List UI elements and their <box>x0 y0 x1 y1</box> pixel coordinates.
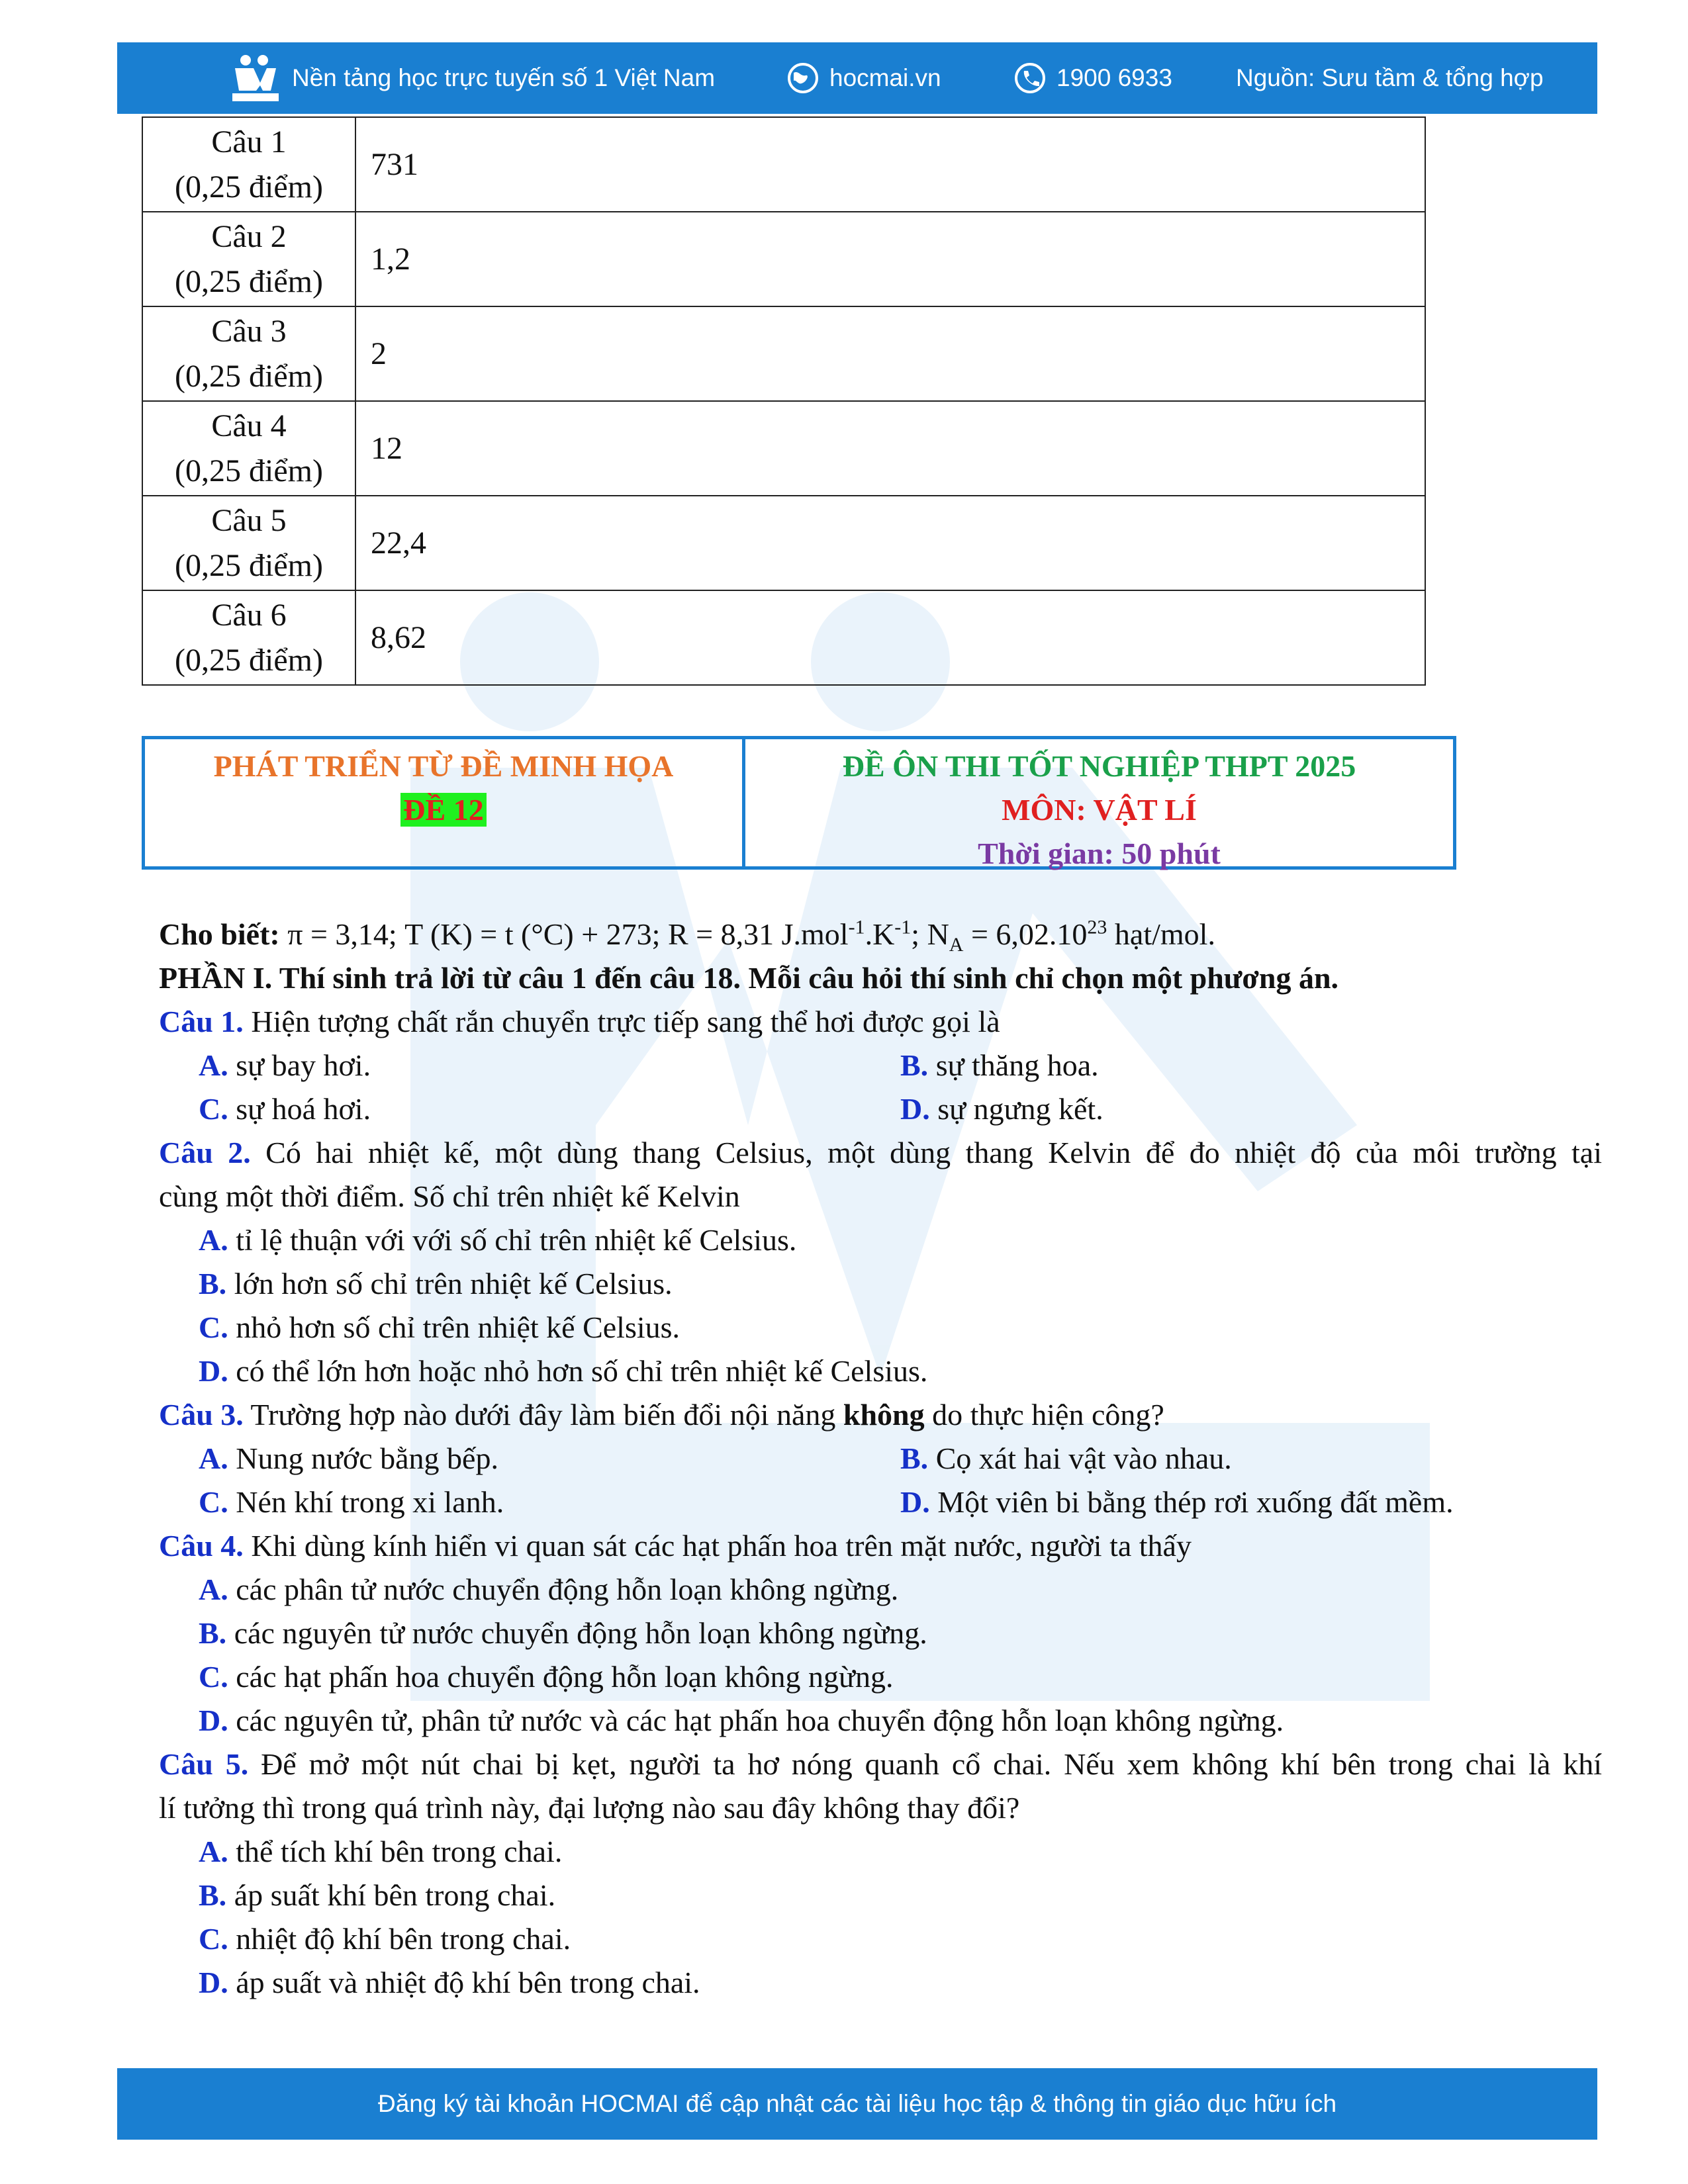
question-2-option-d[interactable] <box>199 1351 927 1391</box>
question-2-option-a[interactable] <box>199 1220 796 1260</box>
given-label: Cho biết: <box>159 917 280 951</box>
option-text: Một viên bi bằng thép rơi xuống đất mềm. <box>937 1485 1454 1519</box>
question-3-option-c[interactable] <box>199 1482 504 1522</box>
header-hotline-group[interactable] <box>1014 42 1172 114</box>
option-label: A. <box>199 1223 228 1257</box>
option-text: sự hoá hơi. <box>236 1092 371 1126</box>
option-text: thể tích khí bên trong chai. <box>236 1835 563 1868</box>
question-5-text1: Để mở một nút chai bị kẹt, người ta hơ nóng quanh cổ chai. Nếu xem không khí bên trong chai là khí <box>248 1747 1603 1781</box>
option-label: B. <box>199 1878 227 1912</box>
answer-value-cell: 1,2 <box>355 212 1425 306</box>
option-label: C. <box>199 1310 228 1344</box>
question-3-emphasis: không <box>843 1398 925 1432</box>
exam-header-left <box>145 739 745 866</box>
option-label: A. <box>199 1835 228 1868</box>
question-2-label: Câu 2. <box>159 1136 251 1169</box>
given-t2: -1 <box>848 916 865 938</box>
option-text: có thể lớn hơn hoặc nhỏ hơn số chỉ trên nhiệt kế Celsius. <box>236 1354 928 1388</box>
answer-row <box>142 117 1425 212</box>
question-5-option-b[interactable] <box>199 1876 555 1915</box>
question-5-stem-line2: lí tưởng thì trong quá trình này, đại lượng nào sau đây không thay đổi? <box>159 1791 1020 1825</box>
option-text: áp suất khí bên trong chai. <box>234 1878 556 1912</box>
option-label: A. <box>199 1441 228 1475</box>
question-5-option-d[interactable] <box>199 1963 700 2003</box>
hocmai-logo-icon <box>230 52 281 104</box>
answer-question-points: (0,25 điểm) <box>175 263 323 299</box>
header-hotline[interactable]: 1900 6933 <box>1056 64 1172 91</box>
option-label: C. <box>199 1485 228 1519</box>
answer-question-cell <box>142 401 355 496</box>
answer-question-cell <box>142 496 355 590</box>
option-label: C. <box>199 1660 228 1694</box>
answer-row <box>142 401 1425 496</box>
given-t3: .K <box>865 917 895 951</box>
answer-question-cell <box>142 590 355 685</box>
option-text: nhiệt độ khí bên trong chai. <box>236 1922 571 1956</box>
part-1-instructions: PHẦN I. Thí sinh trả lời từ câu 1 đến câu 18. Mỗi câu hỏi thí sinh chỉ chọn một phương án. <box>159 961 1339 995</box>
answer-value-cell: 22,4 <box>355 496 1425 590</box>
option-text: lớn hơn số chỉ trên nhiệt kế Celsius. <box>234 1267 673 1300</box>
answer-question-number: Câu 2 <box>211 218 287 254</box>
question-4-label: Câu 4. <box>159 1529 244 1563</box>
given-t5: ; N <box>911 917 949 951</box>
question-3-stem <box>159 1395 1164 1435</box>
header-website[interactable]: hocmai.vn <box>829 64 941 91</box>
footer-bar[interactable] <box>117 2068 1597 2140</box>
given-t8: 23 <box>1087 916 1107 938</box>
answer-row <box>142 212 1425 306</box>
option-text: áp suất và nhiệt độ khí bên trong chai. <box>236 1966 700 1999</box>
exam-source-title: PHÁT TRIỂN TỪ ĐỀ MINH HỌA <box>213 749 674 783</box>
option-text: sự thăng hoa. <box>935 1048 1099 1082</box>
answer-question-number: Câu 5 <box>211 502 287 538</box>
answer-row <box>142 496 1425 590</box>
question-3-option-b[interactable] <box>900 1439 1232 1479</box>
answer-value-cell: 731 <box>355 117 1425 212</box>
option-label: D. <box>199 1354 228 1388</box>
answer-question-points: (0,25 điểm) <box>175 358 323 394</box>
answer-row <box>142 590 1425 685</box>
answer-question-number: Câu 6 <box>211 597 287 633</box>
question-2-stem-line1 <box>159 1133 1602 1173</box>
option-text: tỉ lệ thuận với với số chỉ trên nhiệt kế Celsius. <box>236 1223 797 1257</box>
option-text: các phân tử nước chuyển động hỗn loạn không ngừng. <box>236 1572 899 1606</box>
question-4-stem <box>159 1526 1192 1566</box>
question-3-text-a: Trường hợp nào dưới đây làm biến đổi nội năng <box>243 1398 843 1432</box>
header-source <box>1236 42 1544 114</box>
option-text: nhỏ hơn số chỉ trên nhiệt kế Celsius. <box>236 1310 680 1344</box>
question-4-option-b[interactable] <box>199 1614 927 1653</box>
exam-header-right <box>745 739 1453 870</box>
exam-subject: MÔN: VẬT LÍ <box>1002 793 1197 827</box>
answer-question-points: (0,25 điểm) <box>175 642 323 678</box>
question-1-text: Hiện tượng chất rắn chuyển trực tiếp sang thể hơi được gọi là <box>243 1005 1000 1038</box>
question-1-option-a[interactable] <box>199 1046 371 1085</box>
option-label: A. <box>199 1048 228 1082</box>
answer-question-number: Câu 1 <box>211 124 287 159</box>
option-label: D. <box>900 1092 930 1126</box>
answer-question-points: (0,25 điểm) <box>175 169 323 205</box>
answer-question-points: (0,25 điểm) <box>175 547 323 583</box>
header-logo <box>230 42 715 114</box>
question-2-stem-line2: cùng một thời điểm. Số chỉ trên nhiệt kế Kelvin <box>159 1179 740 1213</box>
question-4-option-c[interactable] <box>199 1657 893 1697</box>
given-t6: A <box>949 934 964 956</box>
option-label: A. <box>199 1572 228 1606</box>
option-label: B. <box>900 1441 929 1475</box>
question-1-option-c[interactable] <box>199 1089 371 1129</box>
answer-question-number: Câu 4 <box>211 408 287 443</box>
footer-text[interactable]: Đăng ký tài khoản HOCMAI để cập nhật các tài liệu học tập & thông tin giáo dục hữu ích <box>377 2090 1337 2117</box>
header-bar <box>117 42 1597 114</box>
option-text: các nguyên tử, phân tử nước và các hạt phấn hoa chuyển động hỗn loạn không ngừng. <box>236 1704 1284 1737</box>
question-1-label: Câu 1. <box>159 1005 244 1038</box>
question-5-stem-line1 <box>159 1745 1602 1784</box>
answer-question-points: (0,25 điểm) <box>175 453 323 488</box>
answer-question-number: Câu 3 <box>211 313 287 349</box>
option-text: các nguyên tử nước chuyển động hỗn loạn không ngừng. <box>234 1616 927 1650</box>
given-t7: = 6,02.10 <box>963 917 1088 951</box>
exam-title: ĐỀ ÔN THI TỐT NGHIỆP THPT 2025 <box>842 749 1356 783</box>
answer-question-cell <box>142 117 355 212</box>
option-label: C. <box>199 1922 228 1956</box>
question-5-label: Câu 5. <box>159 1747 249 1781</box>
exam-time: Thời gian: 50 phút <box>978 837 1221 870</box>
question-1-option-b[interactable] <box>900 1046 1099 1085</box>
question-5-option-a[interactable] <box>199 1832 562 1872</box>
answer-value-cell: 2 <box>355 306 1425 401</box>
header-slogan: Nền tảng học trực tuyến số 1 Việt Nam <box>292 64 716 91</box>
given-t1: π = 3,14; T (K) = t (°C) + 273; R = 8,31 J.mol <box>279 917 849 951</box>
answer-value-cell: 8,62 <box>355 590 1425 685</box>
globe-icon <box>787 62 819 94</box>
option-text: Nén khí trong xi lanh. <box>236 1485 504 1519</box>
exam-code: ĐỀ 12 <box>400 793 486 827</box>
question-3-label: Câu 3. <box>159 1398 244 1432</box>
question-2-option-c[interactable] <box>199 1308 680 1347</box>
question-2-text1: Có hai nhiệt kế, một dùng thang Celsius, một dùng thang Kelvin để đo nhiệt độ của môi trường tại <box>250 1136 1602 1169</box>
option-text: sự bay hơi. <box>236 1048 371 1082</box>
answer-question-cell <box>142 212 355 306</box>
answers-table-body <box>142 117 1425 685</box>
question-5-option-c[interactable] <box>199 1919 571 1959</box>
answers-table <box>142 116 1426 686</box>
option-label: C. <box>199 1092 228 1126</box>
option-label: D. <box>900 1485 930 1519</box>
header-source-text: Nguồn: Sưu tầm & tổng hợp <box>1236 64 1544 91</box>
option-label: D. <box>199 1704 228 1737</box>
question-4-option-d[interactable] <box>199 1701 1284 1741</box>
question-3-text-c: do thực hiện công? <box>924 1398 1164 1432</box>
question-3-option-d[interactable] <box>900 1482 1454 1522</box>
phone-icon <box>1014 62 1046 94</box>
option-text: các hạt phấn hoa chuyển động hỗn loạn không ngừng. <box>236 1660 894 1694</box>
given-constants <box>159 915 1215 954</box>
question-4-text: Khi dùng kính hiển vi quan sát các hạt phấn hoa trên mặt nước, người ta thấy <box>243 1529 1192 1563</box>
header-website-group[interactable] <box>787 42 941 114</box>
question-2-option-b[interactable] <box>199 1264 673 1304</box>
option-label: B. <box>900 1048 929 1082</box>
option-text: Nung nước bằng bếp. <box>236 1441 498 1475</box>
question-4-option-a[interactable] <box>199 1570 898 1610</box>
option-text: Cọ xát hai vật vào nhau. <box>935 1441 1232 1475</box>
given-t4: -1 <box>894 916 912 938</box>
option-label: B. <box>199 1616 227 1650</box>
question-1-stem <box>159 1002 1000 1042</box>
option-label: B. <box>199 1267 227 1300</box>
question-3-option-a[interactable] <box>199 1439 498 1479</box>
exam-header-box <box>142 736 1456 870</box>
answer-row <box>142 306 1425 401</box>
option-text: sự ngưng kết. <box>937 1092 1103 1126</box>
given-t9: hạt/mol. <box>1107 917 1215 951</box>
option-label: D. <box>199 1966 228 1999</box>
question-1-option-d[interactable] <box>900 1089 1103 1129</box>
answer-question-cell <box>142 306 355 401</box>
answer-value-cell: 12 <box>355 401 1425 496</box>
